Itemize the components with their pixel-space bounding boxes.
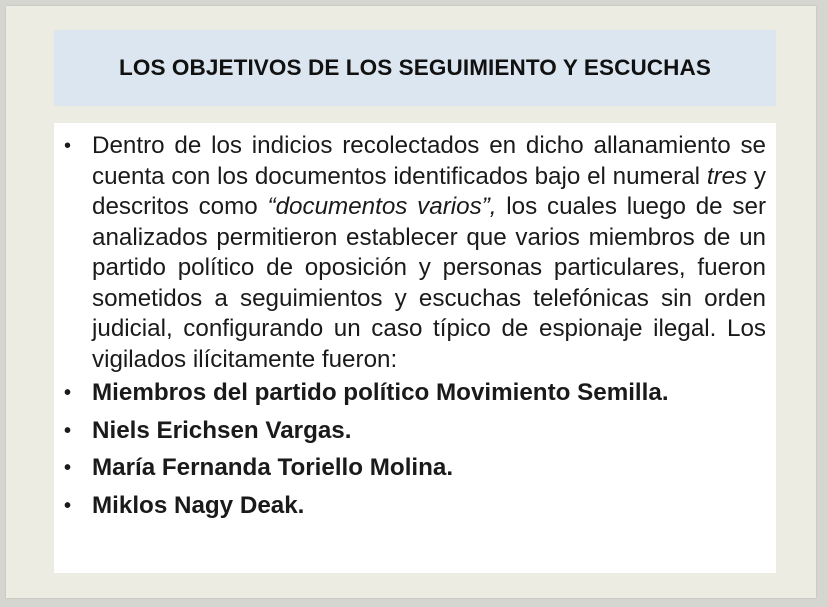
bullet-text: Niels Erichsen Vargas. (92, 416, 352, 444)
bullet-icon: • (64, 494, 72, 517)
paragraph-text-1: Dentro de los indicios recolectados en dicho allanamiento se cuenta con los documentos identificados bajo el numeral (92, 132, 766, 190)
slide-title: LOS OBJETIVOS DE LOS SEGUIMIENTO Y ESCUCHAS (119, 55, 711, 80)
bullet-text: Miklos Nagy Deak. (92, 491, 305, 519)
paragraph-italic-1: tres (706, 162, 748, 190)
bullet-text: María Fernanda Toriello Molina. (92, 454, 454, 481)
paragraph-text-3: los cuales luego de ser analizados permitieron establecer que varios miembros de un partido político de oposición y personas particulares, fueron sometidos a seguimientos y escuchas telefónicas sin orden judicial, configurando un caso típico de espionaje ilegal. Los vigilados ilícitamente fueron: (92, 193, 767, 373)
bullet-item (54, 378, 776, 409)
bullet-paragraph (54, 131, 776, 375)
bullet-item (54, 416, 776, 447)
bullet-icon: • (64, 382, 72, 404)
bullet-list (54, 131, 776, 528)
bullet-text: Miembros del partido político Movimiento Semilla. (92, 379, 669, 406)
title-box (54, 30, 776, 106)
bullet-item (54, 453, 776, 484)
paragraph-text-2: y descritos como (92, 162, 766, 220)
content-box (54, 123, 776, 573)
bullet-icon: • (64, 419, 72, 442)
bullet-item (54, 491, 776, 522)
bullet-icon: • (64, 135, 72, 157)
slide (6, 6, 816, 598)
bullet-icon: • (64, 457, 72, 479)
paragraph-italic-2: “documentos varios”, (267, 193, 497, 220)
